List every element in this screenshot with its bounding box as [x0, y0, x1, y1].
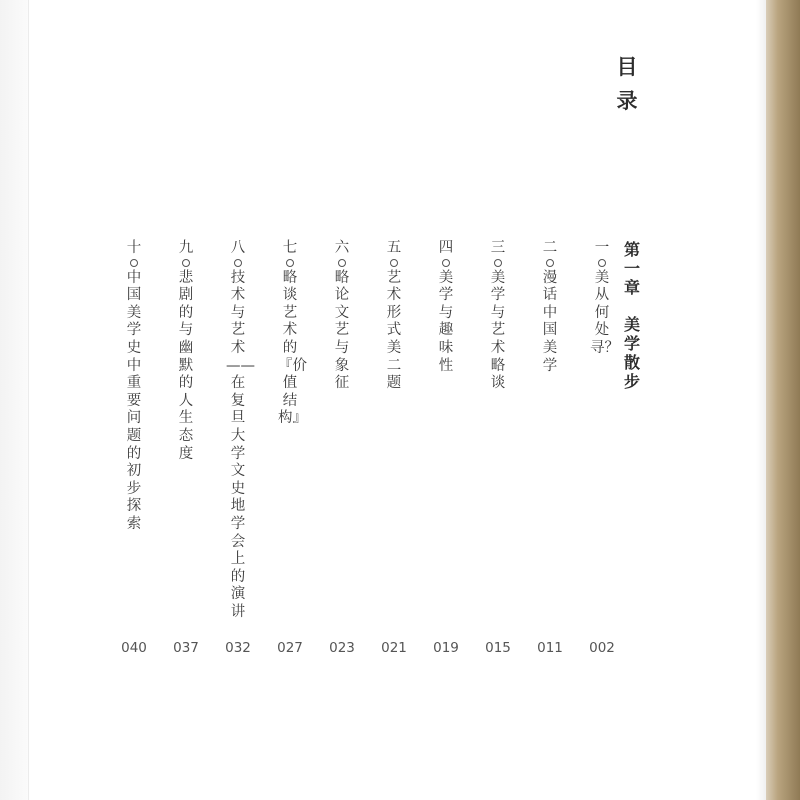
bullet-circle-icon — [286, 259, 294, 267]
spine-shadow — [756, 0, 766, 800]
toc-title — [612, 50, 642, 118]
chapter-name-char: 学 — [623, 334, 640, 353]
entry-page-number: 032 — [225, 640, 251, 656]
chapter-label-char: 一 — [623, 259, 640, 278]
entry-number: 八 — [230, 240, 246, 256]
entry-title: 美学与艺术略谈 — [490, 269, 506, 392]
toc-entry[interactable] — [174, 240, 198, 463]
bullet-circle-icon — [234, 259, 242, 267]
entry-title: 漫话中国美学 — [542, 269, 558, 374]
entry-number: 九 — [178, 240, 194, 256]
chapter-label-char: 第 — [623, 240, 640, 259]
entry-title: 中国美学史中重要问题的初步探索 — [126, 269, 142, 532]
bullet-circle-icon — [130, 259, 138, 267]
toc-entry[interactable] — [330, 240, 354, 393]
chapter-label-char: 章 — [623, 278, 640, 297]
chapter-heading — [620, 240, 644, 391]
entry-title: 美从何处寻？ — [590, 269, 619, 356]
entry-number: 二 — [542, 240, 558, 256]
toc-entry[interactable] — [486, 240, 510, 393]
bullet-circle-icon — [546, 259, 554, 267]
entry-number: 六 — [334, 240, 350, 256]
entry-number: 三 — [490, 240, 506, 256]
entry-page-number: 037 — [173, 640, 199, 656]
entry-number: 五 — [386, 240, 402, 256]
toc-entry[interactable] — [590, 240, 619, 358]
entry-title: 略谈艺术的『价值结构』 — [278, 269, 307, 427]
entry-number: 十 — [126, 240, 142, 256]
bullet-circle-icon — [182, 259, 190, 267]
entry-page-number: 021 — [381, 640, 407, 656]
bullet-circle-icon — [494, 259, 502, 267]
entry-page-number: 027 — [277, 640, 303, 656]
entry-page-number: 002 — [589, 640, 615, 656]
entry-page-number: 011 — [537, 640, 563, 656]
toc-entry[interactable] — [278, 240, 307, 428]
entry-page-number: 019 — [433, 640, 459, 656]
toc-entry[interactable] — [382, 240, 406, 393]
bullet-circle-icon — [338, 259, 346, 267]
entry-number: 七 — [282, 240, 298, 256]
entry-number: 一 — [594, 240, 610, 256]
chapter-name-char: 美 — [623, 315, 640, 334]
entry-page-number: 040 — [121, 640, 147, 656]
entry-title: 略论文艺与象征 — [334, 269, 350, 392]
toc-entry[interactable] — [538, 240, 562, 375]
bullet-circle-icon — [598, 259, 606, 267]
entry-title: 美学与趣味性 — [438, 269, 454, 374]
toc-entry[interactable] — [434, 240, 458, 375]
toc-title-char: 目 — [616, 54, 638, 79]
toc-entry[interactable] — [226, 240, 255, 621]
chapter-name-char: 散 — [623, 353, 640, 372]
chapter-name-char: 步 — [623, 372, 640, 391]
entry-title: 艺术形式美二题 — [386, 269, 402, 392]
chapter-gap — [620, 297, 644, 315]
page-left-edge — [0, 0, 29, 800]
entry-title: 悲剧的与幽默的人生态度 — [178, 269, 194, 462]
bullet-circle-icon — [390, 259, 398, 267]
toc-title-char: 录 — [616, 88, 638, 113]
toc-entry[interactable] — [122, 240, 146, 534]
bullet-circle-icon — [442, 259, 450, 267]
entry-page-number: 023 — [329, 640, 355, 656]
entry-title: 技术与艺术——在复旦大学文史地学会上的演讲 — [226, 269, 255, 620]
book-spine — [766, 0, 800, 800]
entry-number: 四 — [438, 240, 454, 256]
entry-page-number: 015 — [485, 640, 511, 656]
